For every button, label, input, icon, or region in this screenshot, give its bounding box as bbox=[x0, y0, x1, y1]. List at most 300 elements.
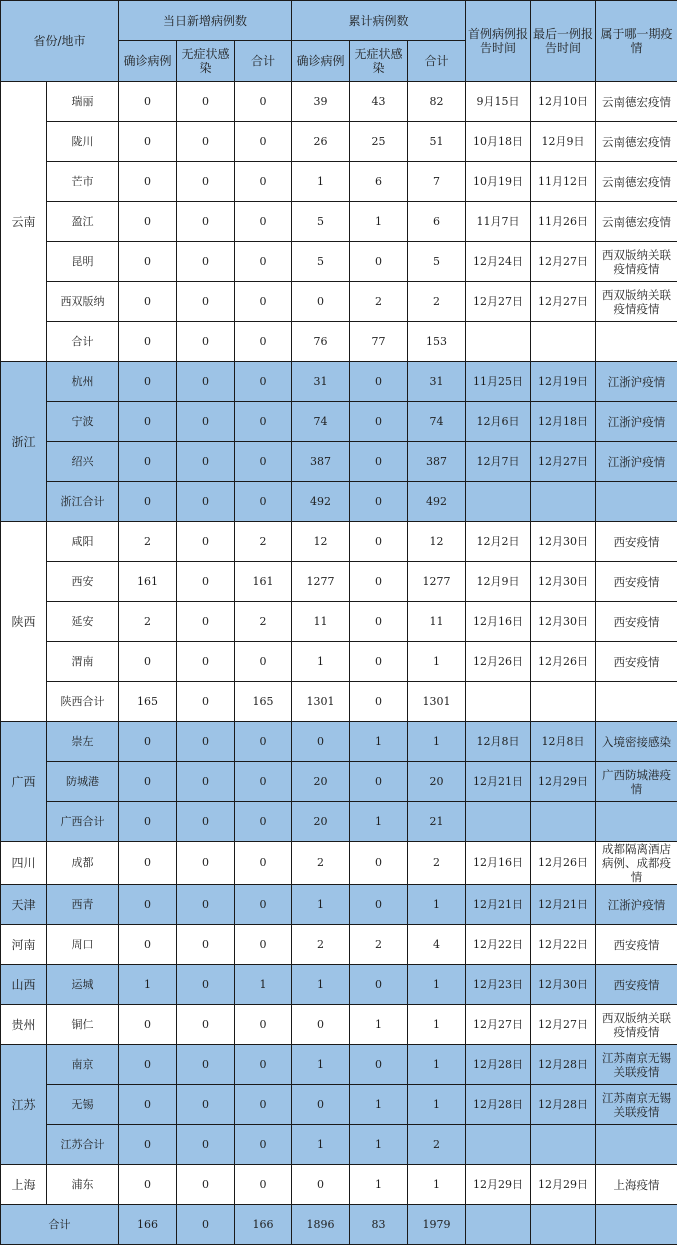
new-confirmed-cell: 0 bbox=[119, 1085, 177, 1125]
city-cell: 瑞丽 bbox=[47, 82, 119, 122]
cum-asymptomatic-cell: 1 bbox=[350, 1085, 408, 1125]
new-asymptomatic-cell: 0 bbox=[177, 802, 235, 842]
new-confirmed-cell: 0 bbox=[119, 762, 177, 802]
cum-subtotal-cell: 6 bbox=[408, 202, 466, 242]
city-cell: 西双版纳 bbox=[47, 282, 119, 322]
cum-confirmed-cell: 1 bbox=[292, 965, 350, 1005]
cum-subtotal-cell: 5 bbox=[408, 242, 466, 282]
new-asymptomatic-cell: 0 bbox=[177, 1125, 235, 1165]
new-subtotal-cell: 0 bbox=[235, 722, 292, 762]
cum-asymptomatic-cell: 1 bbox=[350, 1005, 408, 1045]
first-report-cell: 12月16日 bbox=[466, 602, 531, 642]
cum-asymptomatic-header: 无症状感染 bbox=[350, 41, 408, 82]
cum-asymptomatic-cell: 0 bbox=[350, 762, 408, 802]
cum-subtotal-cell: 1 bbox=[408, 885, 466, 925]
table-row bbox=[1, 885, 677, 925]
province-cell: 陕西 bbox=[1, 522, 47, 722]
new-confirmed-cell: 0 bbox=[119, 202, 177, 242]
cum-asymptomatic-cell: 0 bbox=[350, 642, 408, 682]
new-subtotal-cell: 0 bbox=[235, 202, 292, 242]
cum-confirmed-cell: 387 bbox=[292, 442, 350, 482]
new-subtotal-cell: 0 bbox=[235, 842, 292, 885]
last-report-cell: 12月26日 bbox=[531, 842, 596, 885]
province-cell: 广西 bbox=[1, 722, 47, 842]
first-report-cell bbox=[466, 322, 531, 362]
table-row bbox=[1, 202, 677, 242]
wave-cell bbox=[596, 802, 677, 842]
table-row bbox=[1, 82, 677, 122]
cum-confirmed-header: 确诊病例 bbox=[292, 41, 350, 82]
wave-cell bbox=[596, 682, 677, 722]
cumulative-header: 累计病例数 bbox=[292, 1, 466, 41]
total-new-asymptomatic-cell: 0 bbox=[177, 1205, 235, 1245]
city-cell: 咸阳 bbox=[47, 522, 119, 562]
cum-asymptomatic-cell: 2 bbox=[350, 925, 408, 965]
city-cell: 崇左 bbox=[47, 722, 119, 762]
table-row bbox=[1, 1005, 677, 1045]
province-cell: 云南 bbox=[1, 82, 47, 362]
new-subtotal-cell: 0 bbox=[235, 122, 292, 162]
new-subtotal-cell: 0 bbox=[235, 762, 292, 802]
cum-subtotal-cell: 11 bbox=[408, 602, 466, 642]
cum-subtotal-cell: 12 bbox=[408, 522, 466, 562]
cum-subtotal-cell: 1 bbox=[408, 642, 466, 682]
first-report-cell: 12月9日 bbox=[466, 562, 531, 602]
cum-asymptomatic-cell: 1 bbox=[350, 1165, 408, 1205]
last-report-cell: 12月27日 bbox=[531, 282, 596, 322]
wave-cell: 云南德宏疫情 bbox=[596, 122, 677, 162]
table-row bbox=[1, 762, 677, 802]
cum-confirmed-cell: 1277 bbox=[292, 562, 350, 602]
province-cell: 江苏 bbox=[1, 1045, 47, 1165]
last-report-cell: 12月27日 bbox=[531, 1005, 596, 1045]
cum-asymptomatic-cell: 0 bbox=[350, 242, 408, 282]
cum-confirmed-cell: 2 bbox=[292, 842, 350, 885]
wave-cell: 江浙沪疫情 bbox=[596, 362, 677, 402]
new-asymptomatic-cell: 0 bbox=[177, 82, 235, 122]
wave-cell: 成都隔离酒店病例、成都疫情 bbox=[596, 842, 677, 885]
first-report-cell: 12月27日 bbox=[466, 282, 531, 322]
first-report-cell: 12月22日 bbox=[466, 925, 531, 965]
cum-subtotal-cell: 153 bbox=[408, 322, 466, 362]
cum-subtotal-cell: 1 bbox=[408, 1045, 466, 1085]
last-report-cell: 12月26日 bbox=[531, 642, 596, 682]
new-asymptomatic-cell: 0 bbox=[177, 242, 235, 282]
city-cell: 绍兴 bbox=[47, 442, 119, 482]
new-asymptomatic-cell: 0 bbox=[177, 442, 235, 482]
new-asymptomatic-cell: 0 bbox=[177, 925, 235, 965]
first-report-cell bbox=[466, 682, 531, 722]
cum-confirmed-cell: 0 bbox=[292, 282, 350, 322]
cum-asymptomatic-cell: 1 bbox=[350, 802, 408, 842]
table-row bbox=[1, 1125, 677, 1165]
wave-cell bbox=[596, 482, 677, 522]
cum-asymptomatic-cell: 0 bbox=[350, 885, 408, 925]
cum-confirmed-cell: 39 bbox=[292, 82, 350, 122]
first-report-cell: 11月25日 bbox=[466, 362, 531, 402]
last-report-cell: 12月28日 bbox=[531, 1045, 596, 1085]
wave-cell: 西安疫情 bbox=[596, 925, 677, 965]
total-cum-confirmed-cell: 1896 bbox=[292, 1205, 350, 1245]
cum-subtotal-cell: 82 bbox=[408, 82, 466, 122]
table-row bbox=[1, 682, 677, 722]
new-subtotal-cell: 0 bbox=[235, 322, 292, 362]
new-confirmed-cell: 165 bbox=[119, 682, 177, 722]
table-row bbox=[1, 442, 677, 482]
first-report-cell: 12月16日 bbox=[466, 842, 531, 885]
cum-asymptomatic-cell: 0 bbox=[350, 842, 408, 885]
cum-confirmed-cell: 2 bbox=[292, 925, 350, 965]
city-cell: 陇川 bbox=[47, 122, 119, 162]
new-subtotal-cell: 0 bbox=[235, 482, 292, 522]
wave-cell: 云南德宏疫情 bbox=[596, 82, 677, 122]
new-confirmed-cell: 0 bbox=[119, 925, 177, 965]
total-cum-subtotal-cell: 1979 bbox=[408, 1205, 466, 1245]
city-cell: 合计 bbox=[47, 322, 119, 362]
total-new-confirmed-cell: 166 bbox=[119, 1205, 177, 1245]
new-asymptomatic-cell: 0 bbox=[177, 602, 235, 642]
cum-confirmed-cell: 20 bbox=[292, 762, 350, 802]
new-asymptomatic-cell: 0 bbox=[177, 1165, 235, 1205]
total-new-subtotal-cell: 166 bbox=[235, 1205, 292, 1245]
cum-subtotal-cell: 1277 bbox=[408, 562, 466, 602]
first-report-header: 首例病例报告时间 bbox=[466, 1, 531, 82]
cum-asymptomatic-cell: 0 bbox=[350, 442, 408, 482]
table-row bbox=[1, 802, 677, 842]
new-asymptomatic-cell: 0 bbox=[177, 1085, 235, 1125]
city-cell: 昆明 bbox=[47, 242, 119, 282]
first-report-cell: 12月8日 bbox=[466, 722, 531, 762]
first-report-cell bbox=[466, 802, 531, 842]
cum-subtotal-cell: 4 bbox=[408, 925, 466, 965]
new-asymptomatic-cell: 0 bbox=[177, 885, 235, 925]
new-subtotal-cell: 0 bbox=[235, 802, 292, 842]
table-row bbox=[1, 162, 677, 202]
last-report-cell bbox=[531, 682, 596, 722]
header-row-1 bbox=[1, 1, 677, 41]
city-cell: 浦东 bbox=[47, 1165, 119, 1205]
city-cell: 陕西合计 bbox=[47, 682, 119, 722]
new-confirmed-cell: 1 bbox=[119, 965, 177, 1005]
cum-confirmed-cell: 31 bbox=[292, 362, 350, 402]
province-cell: 贵州 bbox=[1, 1005, 47, 1045]
city-cell: 运城 bbox=[47, 965, 119, 1005]
new-subtotal-cell: 0 bbox=[235, 442, 292, 482]
new-confirmed-cell: 0 bbox=[119, 1005, 177, 1045]
city-cell: 南京 bbox=[47, 1045, 119, 1085]
last-report-cell: 12月29日 bbox=[531, 762, 596, 802]
first-report-cell: 12月2日 bbox=[466, 522, 531, 562]
wave-cell: 江浙沪疫情 bbox=[596, 402, 677, 442]
new-asymptomatic-cell: 0 bbox=[177, 1045, 235, 1085]
wave-cell: 西双版纳关联疫情疫情 bbox=[596, 1005, 677, 1045]
cum-asymptomatic-cell: 0 bbox=[350, 482, 408, 522]
daily-new-header: 当日新增病例数 bbox=[119, 1, 292, 41]
cum-subtotal-cell: 1 bbox=[408, 722, 466, 762]
city-cell: 周口 bbox=[47, 925, 119, 965]
city-cell: 延安 bbox=[47, 602, 119, 642]
new-subtotal-cell: 0 bbox=[235, 642, 292, 682]
last-report-cell: 12月10日 bbox=[531, 82, 596, 122]
province-cell: 山西 bbox=[1, 965, 47, 1005]
new-subtotal-cell: 0 bbox=[235, 282, 292, 322]
city-cell: 西安 bbox=[47, 562, 119, 602]
table-row bbox=[1, 402, 677, 442]
cum-subtotal-cell: 74 bbox=[408, 402, 466, 442]
new-confirmed-cell: 0 bbox=[119, 482, 177, 522]
cum-subtotal-cell: 1301 bbox=[408, 682, 466, 722]
new-subtotal-cell: 0 bbox=[235, 242, 292, 282]
wave-cell: 江苏南京无锡关联疫情 bbox=[596, 1045, 677, 1085]
new-subtotal-cell: 0 bbox=[235, 1005, 292, 1045]
first-report-cell: 12月27日 bbox=[466, 1005, 531, 1045]
last-report-cell bbox=[531, 802, 596, 842]
cum-confirmed-cell: 0 bbox=[292, 722, 350, 762]
new-confirmed-cell: 0 bbox=[119, 322, 177, 362]
cum-asymptomatic-cell: 1 bbox=[350, 1125, 408, 1165]
table-row bbox=[1, 362, 677, 402]
cum-asymptomatic-cell: 1 bbox=[350, 202, 408, 242]
city-cell: 铜仁 bbox=[47, 1005, 119, 1045]
cum-subtotal-cell: 21 bbox=[408, 802, 466, 842]
cum-confirmed-cell: 1 bbox=[292, 162, 350, 202]
last-report-cell: 12月30日 bbox=[531, 602, 596, 642]
wave-cell: 上海疫情 bbox=[596, 1165, 677, 1205]
last-report-header: 最后一例报告时间 bbox=[531, 1, 596, 82]
new-asymptomatic-cell: 0 bbox=[177, 362, 235, 402]
city-cell: 盈江 bbox=[47, 202, 119, 242]
wave-cell: 西安疫情 bbox=[596, 642, 677, 682]
new-asymptomatic-cell: 0 bbox=[177, 842, 235, 885]
wave-cell: 江苏南京无锡关联疫情 bbox=[596, 1085, 677, 1125]
wave-cell: 江浙沪疫情 bbox=[596, 442, 677, 482]
city-cell: 成都 bbox=[47, 842, 119, 885]
cum-subtotal-cell: 2 bbox=[408, 842, 466, 885]
new-asymptomatic-cell: 0 bbox=[177, 1005, 235, 1045]
province-cell: 浙江 bbox=[1, 362, 47, 522]
wave-cell: 西双版纳关联疫情疫情 bbox=[596, 282, 677, 322]
cum-subtotal-cell: 20 bbox=[408, 762, 466, 802]
new-asymptomatic-cell: 0 bbox=[177, 722, 235, 762]
first-report-cell: 12月21日 bbox=[466, 885, 531, 925]
new-confirmed-cell: 0 bbox=[119, 842, 177, 885]
city-cell: 浙江合计 bbox=[47, 482, 119, 522]
last-report-cell: 12月19日 bbox=[531, 362, 596, 402]
wave-cell: 西安疫情 bbox=[596, 522, 677, 562]
new-asymptomatic-cell: 0 bbox=[177, 322, 235, 362]
new-asymptomatic-cell: 0 bbox=[177, 682, 235, 722]
cum-asymptomatic-cell: 25 bbox=[350, 122, 408, 162]
total-last-report-cell bbox=[531, 1205, 596, 1245]
cum-subtotal-cell: 1 bbox=[408, 1005, 466, 1045]
wave-cell bbox=[596, 322, 677, 362]
new-asymptomatic-cell: 0 bbox=[177, 282, 235, 322]
table-row bbox=[1, 562, 677, 602]
city-cell: 渭南 bbox=[47, 642, 119, 682]
cum-asymptomatic-cell: 2 bbox=[350, 282, 408, 322]
wave-cell: 西安疫情 bbox=[596, 965, 677, 1005]
new-confirmed-cell: 0 bbox=[119, 1125, 177, 1165]
cum-confirmed-cell: 5 bbox=[292, 202, 350, 242]
first-report-cell: 12月7日 bbox=[466, 442, 531, 482]
city-cell: 芒市 bbox=[47, 162, 119, 202]
wave-cell: 西安疫情 bbox=[596, 602, 677, 642]
new-confirmed-header: 确诊病例 bbox=[119, 41, 177, 82]
cum-asymptomatic-cell: 1 bbox=[350, 722, 408, 762]
new-asymptomatic-cell: 0 bbox=[177, 562, 235, 602]
city-cell: 宁波 bbox=[47, 402, 119, 442]
table-row bbox=[1, 522, 677, 562]
first-report-cell bbox=[466, 482, 531, 522]
new-subtotal-cell: 0 bbox=[235, 402, 292, 442]
new-confirmed-cell: 0 bbox=[119, 442, 177, 482]
city-cell: 防城港 bbox=[47, 762, 119, 802]
cum-asymptomatic-cell: 0 bbox=[350, 402, 408, 442]
cum-asymptomatic-cell: 0 bbox=[350, 602, 408, 642]
cum-subtotal-cell: 2 bbox=[408, 282, 466, 322]
new-confirmed-cell: 0 bbox=[119, 282, 177, 322]
last-report-cell bbox=[531, 322, 596, 362]
wave-cell: 江浙沪疫情 bbox=[596, 885, 677, 925]
total-first-report-cell bbox=[466, 1205, 531, 1245]
new-asymptomatic-cell: 0 bbox=[177, 642, 235, 682]
last-report-cell: 12月27日 bbox=[531, 442, 596, 482]
table-row bbox=[1, 602, 677, 642]
cum-confirmed-cell: 0 bbox=[292, 1165, 350, 1205]
cum-confirmed-cell: 5 bbox=[292, 242, 350, 282]
new-confirmed-cell: 0 bbox=[119, 82, 177, 122]
cum-subtotal-cell: 51 bbox=[408, 122, 466, 162]
new-asymptomatic-cell: 0 bbox=[177, 402, 235, 442]
cum-asymptomatic-cell: 0 bbox=[350, 1045, 408, 1085]
last-report-cell: 12月27日 bbox=[531, 242, 596, 282]
wave-cell: 入境密接感染 bbox=[596, 722, 677, 762]
province-cell: 四川 bbox=[1, 842, 47, 885]
wave-cell: 西安疫情 bbox=[596, 562, 677, 602]
cum-confirmed-cell: 1 bbox=[292, 1125, 350, 1165]
last-report-cell: 12月9日 bbox=[531, 122, 596, 162]
first-report-cell: 11月7日 bbox=[466, 202, 531, 242]
new-confirmed-cell: 0 bbox=[119, 802, 177, 842]
table-row bbox=[1, 1085, 677, 1125]
new-subtotal-cell: 0 bbox=[235, 362, 292, 402]
new-confirmed-cell: 0 bbox=[119, 885, 177, 925]
table-row bbox=[1, 1165, 677, 1205]
last-report-cell: 11月12日 bbox=[531, 162, 596, 202]
new-confirmed-cell: 2 bbox=[119, 602, 177, 642]
new-confirmed-cell: 0 bbox=[119, 1165, 177, 1205]
cum-confirmed-cell: 1301 bbox=[292, 682, 350, 722]
new-subtotal-cell: 0 bbox=[235, 1125, 292, 1165]
city-cell: 江苏合计 bbox=[47, 1125, 119, 1165]
total-cum-asymptomatic-cell: 83 bbox=[350, 1205, 408, 1245]
first-report-cell: 12月23日 bbox=[466, 965, 531, 1005]
new-confirmed-cell: 0 bbox=[119, 1045, 177, 1085]
cum-asymptomatic-cell: 0 bbox=[350, 362, 408, 402]
first-report-cell: 12月21日 bbox=[466, 762, 531, 802]
wave-cell bbox=[596, 1125, 677, 1165]
new-confirmed-cell: 0 bbox=[119, 722, 177, 762]
last-report-cell: 12月18日 bbox=[531, 402, 596, 442]
table-row bbox=[1, 965, 677, 1005]
city-cell: 无锡 bbox=[47, 1085, 119, 1125]
first-report-cell bbox=[466, 1125, 531, 1165]
wave-cell: 云南德宏疫情 bbox=[596, 162, 677, 202]
table-row bbox=[1, 122, 677, 162]
cum-subtotal-cell: 1 bbox=[408, 965, 466, 1005]
cum-subtotal-cell: 1 bbox=[408, 1085, 466, 1125]
new-subtotal-cell: 2 bbox=[235, 522, 292, 562]
new-confirmed-cell: 0 bbox=[119, 242, 177, 282]
cum-subtotal-cell: 492 bbox=[408, 482, 466, 522]
new-subtotal-cell: 165 bbox=[235, 682, 292, 722]
table-row bbox=[1, 842, 677, 885]
cum-asymptomatic-cell: 0 bbox=[350, 522, 408, 562]
cum-confirmed-cell: 11 bbox=[292, 602, 350, 642]
cum-confirmed-cell: 0 bbox=[292, 1005, 350, 1045]
first-report-cell: 12月29日 bbox=[466, 1165, 531, 1205]
first-report-cell: 12月26日 bbox=[466, 642, 531, 682]
new-subtotal-cell: 1 bbox=[235, 965, 292, 1005]
province-cell: 天津 bbox=[1, 885, 47, 925]
new-subtotal-cell: 0 bbox=[235, 885, 292, 925]
last-report-cell: 12月29日 bbox=[531, 1165, 596, 1205]
cum-confirmed-cell: 76 bbox=[292, 322, 350, 362]
cum-confirmed-cell: 1 bbox=[292, 885, 350, 925]
cum-confirmed-cell: 26 bbox=[292, 122, 350, 162]
cum-confirmed-cell: 1 bbox=[292, 1045, 350, 1085]
cum-subtotal-header: 合计 bbox=[408, 41, 466, 82]
cum-asymptomatic-cell: 43 bbox=[350, 82, 408, 122]
new-subtotal-cell: 0 bbox=[235, 82, 292, 122]
new-confirmed-cell: 0 bbox=[119, 402, 177, 442]
cum-subtotal-cell: 2 bbox=[408, 1125, 466, 1165]
new-asymptomatic-cell: 0 bbox=[177, 522, 235, 562]
cum-asymptomatic-cell: 77 bbox=[350, 322, 408, 362]
table-row bbox=[1, 282, 677, 322]
cum-asymptomatic-cell: 0 bbox=[350, 562, 408, 602]
cum-subtotal-cell: 1 bbox=[408, 1165, 466, 1205]
cum-asymptomatic-cell: 0 bbox=[350, 965, 408, 1005]
last-report-cell: 11月26日 bbox=[531, 202, 596, 242]
first-report-cell: 9月15日 bbox=[466, 82, 531, 122]
table-row bbox=[1, 925, 677, 965]
new-asymptomatic-cell: 0 bbox=[177, 762, 235, 802]
grand-total-row bbox=[1, 1205, 677, 1245]
new-subtotal-cell: 0 bbox=[235, 162, 292, 202]
last-report-cell: 12月28日 bbox=[531, 1085, 596, 1125]
table-row bbox=[1, 322, 677, 362]
new-subtotal-cell: 0 bbox=[235, 1085, 292, 1125]
first-report-cell: 12月24日 bbox=[466, 242, 531, 282]
new-asymptomatic-cell: 0 bbox=[177, 162, 235, 202]
cum-subtotal-cell: 7 bbox=[408, 162, 466, 202]
wave-cell: 西双版纳关联疫情疫情 bbox=[596, 242, 677, 282]
wave-header: 属于哪一期疫情 bbox=[596, 1, 677, 82]
last-report-cell: 12月21日 bbox=[531, 885, 596, 925]
cum-asymptomatic-cell: 6 bbox=[350, 162, 408, 202]
new-confirmed-cell: 0 bbox=[119, 122, 177, 162]
last-report-cell: 12月30日 bbox=[531, 522, 596, 562]
city-cell: 杭州 bbox=[47, 362, 119, 402]
new-subtotal-header: 合计 bbox=[235, 41, 292, 82]
new-asymptomatic-cell: 0 bbox=[177, 965, 235, 1005]
last-report-cell bbox=[531, 482, 596, 522]
last-report-cell bbox=[531, 1125, 596, 1165]
table-row bbox=[1, 722, 677, 762]
table-row bbox=[1, 1045, 677, 1085]
table-row bbox=[1, 242, 677, 282]
